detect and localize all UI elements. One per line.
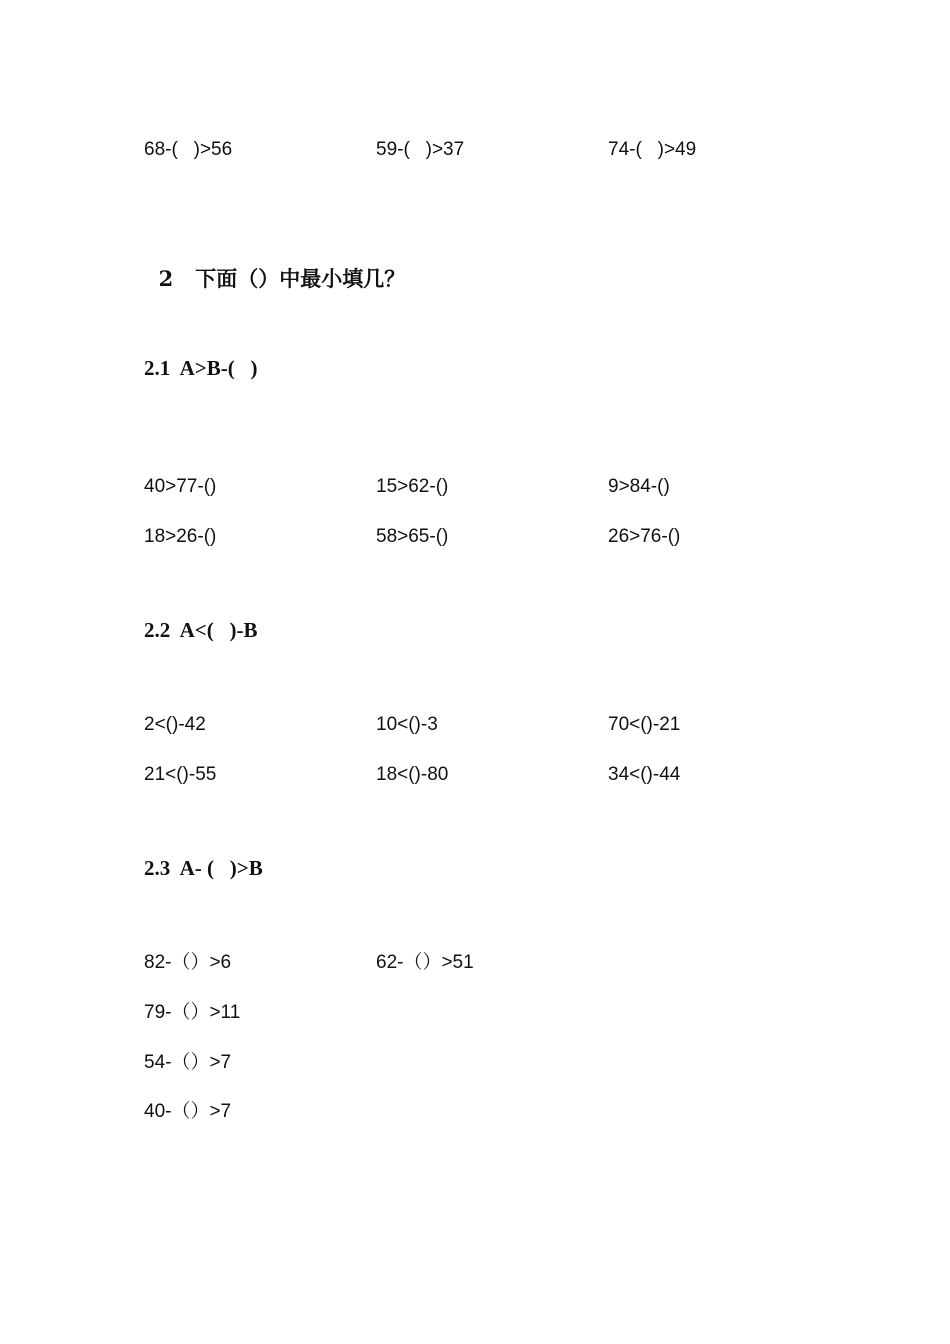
exercise-item: 2<()-42 (144, 714, 206, 735)
exercise-item: 79-（）>11 (144, 1002, 241, 1023)
subsection-heading: 2.3 A- ( )>B (144, 856, 263, 880)
exercise-item: 9>84-() (608, 476, 670, 497)
exercise-item: 40-（）>7 (144, 1101, 232, 1122)
exercise-item: 82-（）>6 (144, 952, 232, 973)
exercise-item: 59-( )>37 (376, 139, 465, 160)
exercise-item: 21<()-55 (144, 764, 217, 785)
exercise-item: 40>77-() (144, 476, 217, 497)
section-title: 下面（）中最小填几？ (195, 266, 406, 291)
section-number: 2 (158, 266, 174, 291)
section-heading (144, 238, 405, 293)
exercise-item: 15>62-() (376, 476, 449, 497)
exercise-item: 62-（）>51 (376, 952, 474, 973)
exercise-item: 18<()-80 (376, 764, 449, 785)
exercise-item: 34<()-44 (608, 764, 681, 785)
exercise-item: 10<()-3 (376, 714, 438, 735)
exercise-item: 18>26-() (144, 526, 217, 547)
exercise-item: 54-（）>7 (144, 1052, 232, 1073)
exercise-item: 26>76-() (608, 526, 681, 547)
exercise-item: 70<()-21 (608, 714, 681, 735)
subsection-heading: 2.2 A<( )-B (144, 618, 258, 642)
subsection-heading: 2.1 A>B-( ) (144, 356, 258, 380)
exercise-item: 74-( )>49 (608, 139, 697, 160)
exercise-item: 58>65-() (376, 526, 449, 547)
exercise-item: 68-( )>56 (144, 139, 233, 160)
